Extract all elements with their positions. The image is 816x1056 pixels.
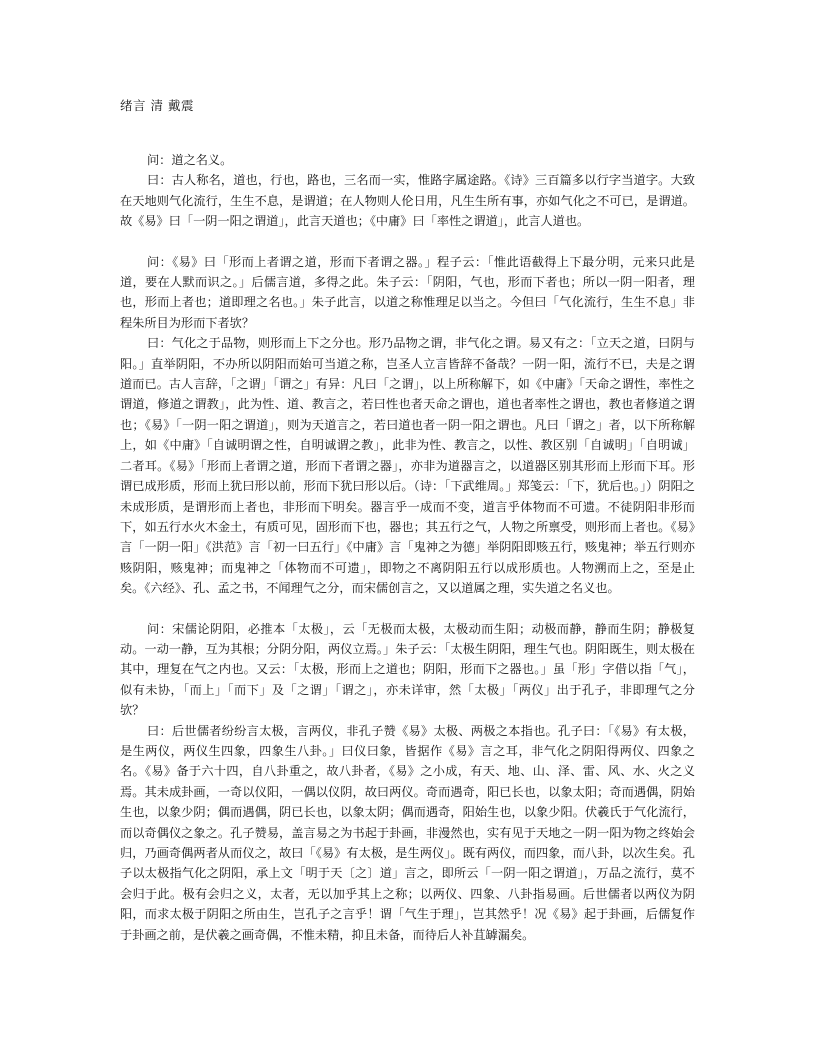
answer-paragraph: 曰：后世儒者纷纷言太极，言两仪，非孔子赞《易》太极、两极之本指也。孔子曰：「《易》有太极，是生两仪，两仪生四象，四象生八卦。」曰仪曰象，皆据作《易》言之耳，非气化之阴阳得两仪、四象之名。《易》备于六十四，自八卦重之，故八卦者，《易》之小成，有天、地、山、泽、雷、风、水、火之义焉。其未成卦画，一奇以仪阳，一偶以仪阴，故曰两仪。奇而遇奇，阳已长也，以象太阳；奇而遇偶，阴始生也，以象少阴；偶而遇偶，阴已长也，以象太阴；偶而遇奇，阳始生也，以象少阳。伏羲氏于气化流行，而以奇偶仪之象之。孔子赞易，盖言易之为书起于卦画，非漫然也，实有见于天地之一阴一阳为物之终始会归，乃画奇偶两者从而仪之，故曰「《易》有太极，是生两仪」。既有两仪，而四象，而八卦，以次生矣。孔子以太极指气化之阴阳，承上文「明于天〔之〕道」言之，即所云「一阴一阳之谓道」，万品之流行，莫不会归于此。极有会归之义，太者，无以加乎其上之称；以两仪、四象、八卦指易画。后世儒者以两仪为阴阳，而求太极于阴阳之所由生，岂孔子之言乎！谓「气生于理」，岂其然乎！况《易》起于卦画，后儒复作于卦画之前，是伏羲之画奇偶，不惟未精，抑且未备，而待后人补苴罅漏矣。 [120,723,695,942]
section-spacer [120,232,695,252]
document-body [120,150,695,945]
answer-paragraph: 曰：古人称名，道也，行也，路也，三名而一实，惟路字属途路。《诗》三百篇多以行字当道字。大致在天地则气化流行，生生不息，是谓道；在人物则人伦日用，凡生生所有事，亦如气化之不可已，是谓道。故《易》曰「一阴一阳之谓道」，此言天道也；《中庸》曰「率性之谓道」，此言人道也。 [120,173,695,229]
question-paragraph: 问：道之名义。 [147,153,233,167]
document-title: 绪言 清 戴震 [120,98,194,113]
section-spacer [120,599,695,619]
section-xing-er-shang [120,252,695,599]
section-taiji [120,619,695,946]
answer-paragraph: 曰：气化之于品物，则形而上下之分也。形乃品物之谓，非气化之谓。易又有之：「立天之道，曰阴与阳。」直举阴阳，不办所以阴阳而始可当道之称，岂圣人立言皆辞不备哉？一阴一阳，流行不已，夫是之谓道而已。古人言辞，「之谓」「谓之」有异：凡曰「之谓」，以上所称解下，如《中庸》「天命之谓性，率性之谓道，修道之谓教」，此为性、道、教言之，若曰性也者天命之谓也，道也者率性之谓也，教也者修道之谓也；《易》「一阴一阳之谓道」，则为天道言之，若曰道也者一阴一阳之谓也。凡曰「谓之」者，以下所称解上，如《中庸》「自诚明谓之性，自明诚谓之教」，此非为性、教言之，以性、教区别「自诚明」「自明诚」二者耳。《易》「形而上者谓之道，形而下者谓之器」，亦非为道器言之，以道器区别其形而上形而下耳。形谓已成形质，形而上犹曰形以前，形而下犹曰形以后。（诗：「下武维周。」郑笺云：「下，犹后也。」）阴阳之未成形质，是谓形而上者也，非形而下明矣。器言乎一成而不变，道言乎体物而不可遗。不徒阴阳非形而下，如五行水火木金土，有质可见，固形而下也，器也；其五行之气，人物之所禀受，则形而上者也。《易》言「一阴一阳」《洪范》言「初一曰五行」《中庸》言「鬼神之为德」举阴阳即赅五行，赅鬼神；举五行则亦赅阴阳，赅鬼神；而鬼神之「体物而不可遗」，即物之不离阴阳五行以成形质也。人物溯而上之，至是止矣。《六经》、孔、孟之书，不闻理气之分，而宋儒创言之，又以道属之理，实失道之名义也。 [120,336,695,596]
question-paragraph: 问：《易》曰「形而上者谓之道，形而下者谓之器。」程子云：「惟此语截得上下最分明，元来只此是道，要在人默而识之。」后儒言道，多得之此。朱子云：「阴阳，气也，形而下者也；所以一阴一阳者，理也，形而上者也；道即理之名也。」朱子此言，以道之称惟理足以当之。今但曰「气化流行，生生不息」非程朱所目为形而下者欤？ [120,254,695,330]
question-paragraph: 问：宋儒论阴阳，必推本「太极」，云「无极而太极，太极动而生阳；动极而静，静而生阴；静极复动。一动一静，互为其根；分阴分阳，两仪立焉。」朱子云：「太极生阴阳，理生气也。阴阳既生，则太极在其中，理复在气之内也。又云：「太极，形而上之道也；阴阳，形而下之器也。」虽「形」字借以指「气」，似有未协，「而上」「而下」及「之谓」「谓之」，亦未详审，然「太极」「两仪」出于孔子，非即理气之分欤？ [120,621,695,718]
section-dao-mingyi [120,150,695,232]
